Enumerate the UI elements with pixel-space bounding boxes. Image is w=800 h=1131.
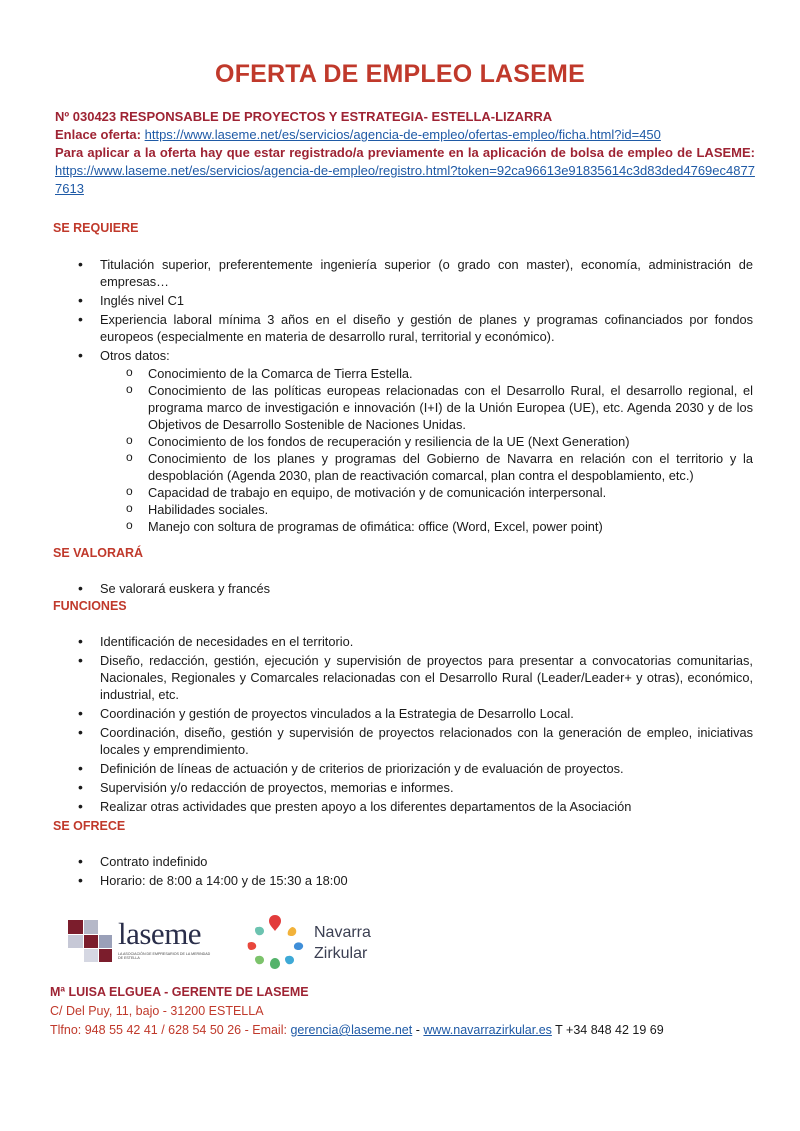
laseme-wordmark: laseme — [118, 916, 202, 951]
contact-phones: Tlfno: 948 55 42 41 / 628 54 50 26 - Email: — [50, 1023, 287, 1037]
sub-list-item: o Capacidad de trabajo en equipo, de motivación y de comunicación interpersonal. — [126, 484, 753, 501]
footer-contact — [50, 983, 770, 1040]
functions-list — [78, 633, 753, 817]
sub-list-item: o Conocimiento de las políticas europeas relacionadas con el Desarrollo Rural, el desarrollo regional, el programa marco de investigación e innovación (I+I) de la Unión Europea (UE), etc. Agenda 2030 y de los Objetivos de Desarrollo Sostenible de Naciones Unidas. — [126, 382, 753, 433]
apply-instructions — [55, 144, 755, 198]
contact-address: C/ Del Puy, 11, bajo - 31200 ESTELLA — [50, 1004, 264, 1018]
apply-text: Para aplicar a la oferta hay que estar registrado/a previamente en la aplicación de bolsa de empleo de LASEME: — [55, 145, 755, 160]
list-item: • Definición de líneas de actuación y de criterios de priorización y de evaluación de proyectos. — [78, 760, 753, 777]
list-item-otros — [78, 347, 753, 535]
section-heading-ofrece: SE OFRECE — [53, 819, 126, 833]
section-heading-requiere: SE REQUIERE — [53, 221, 139, 235]
contact-phone-2: T +34 848 42 19 69 — [555, 1023, 664, 1037]
otros-sublist — [126, 365, 753, 535]
zirkular-text: Zirkular — [314, 945, 368, 962]
list-item: • Supervisión y/o redacción de proyectos, memorias e informes. — [78, 779, 753, 796]
navarra-text: Navarra — [314, 924, 371, 941]
sub-list-item: o Conocimiento de los fondos de recuperación y resiliencia de la UE (Next Generation) — [126, 433, 753, 450]
list-item: • Coordinación y gestión de proyectos vinculados a la Estrategia de Desarrollo Local. — [78, 705, 753, 722]
sub-list-item: o Manejo con soltura de programas de ofimática: office (Word, Excel, power point) — [126, 518, 753, 535]
offer-header — [55, 108, 755, 198]
offer-link[interactable]: https://www.laseme.net/es/servicios/agencia-de-empleo/ofertas-empleo/ficha.html?id=450 — [144, 127, 661, 142]
list-item: • Identificación de necesidades en el territorio. — [78, 633, 753, 650]
registration-link[interactable]: https://www.laseme.net/es/servicios/agencia-de-empleo/registro.html?token=92ca96613e91835614c3d83ded4769ec48777613 — [55, 163, 755, 196]
offer-link-line — [55, 126, 755, 144]
separator-text: - — [415, 1023, 420, 1037]
email-link[interactable]: gerencia@laseme.net — [290, 1023, 413, 1037]
valued-list — [78, 580, 753, 599]
sub-list-item: o Habilidades sociales. — [126, 501, 753, 518]
contact-line — [50, 1021, 770, 1040]
list-item: • Contrato indefinido — [78, 853, 753, 870]
otros-label: Otros datos: — [100, 348, 170, 363]
navarra-zirkular-logo — [244, 913, 384, 971]
list-item: • Inglés nivel C1 — [78, 292, 753, 309]
offer-reference: Nº 030423 RESPONSABLE DE PROYECTOS Y ESTRATEGIA- ESTELLA-LIZARRA — [55, 109, 553, 124]
contact-name: Mª LUISA ELGUEA - GERENTE DE LASEME — [50, 985, 309, 999]
section-heading-valorara: SE VALORARÁ — [53, 546, 144, 560]
list-item: • Coordinación, diseño, gestión y supervisión de proyectos relacionados con la generación de empleo, iniciativas locales y emprendimiento. — [78, 724, 753, 758]
list-item: • Titulación superior, preferentemente ingeniería superior (o grado con master), economía, administración de empresas… — [78, 256, 753, 290]
offer-link-label: Enlace oferta: — [55, 127, 141, 142]
sub-list-item: o Conocimiento de los planes y programas del Gobierno de Navarra en relación con el territorio y la despoblación (Agenda 2030, plan de reactivación comarcal, plan contra el despoblamiento, etc.) — [126, 450, 753, 484]
list-item: • Realizar otras actividades que presten apoyo a los diferentes departamentos de la Asociación — [78, 798, 753, 815]
list-item: • Se valorará euskera y francés — [78, 580, 753, 597]
offer-list — [78, 853, 753, 891]
laseme-tagline: LA ASOCIACIÓN DE EMPRESARIOS DE LA MERINDAD DE ESTELLA — [118, 952, 211, 960]
laseme-mark-icon — [66, 918, 116, 964]
requirements-list — [78, 256, 753, 537]
list-item: • Diseño, redacción, gestión, ejecución y supervisión de proyectos para presentar a convocatorias comunitarias, Nacionales, Regionales y Comarcales relacionadas con el Desarrollo Rural (Leader/Leader+ y otras), económico, industrial, etc. — [78, 652, 753, 703]
navarra-zirkular-mark-icon — [244, 913, 306, 971]
list-item: • Experiencia laboral mínima 3 años en el diseño y gestión de planes y programas cofinanciados por fondos europeos (especialmente en materia de desarrollo rural, territorial y económico). — [78, 311, 753, 345]
page-title: OFERTA DE EMPLEO LASEME — [215, 60, 585, 88]
section-heading-funciones: FUNCIONES — [53, 599, 127, 613]
sub-list-item: o Conocimiento de la Comarca de Tierra Estella. — [126, 365, 753, 382]
laseme-logo — [66, 918, 216, 966]
list-item: • Horario: de 8:00 a 14:00 y de 15:30 a 18:00 — [78, 872, 753, 889]
website-link[interactable]: www.navarrazirkular.es — [423, 1023, 552, 1037]
